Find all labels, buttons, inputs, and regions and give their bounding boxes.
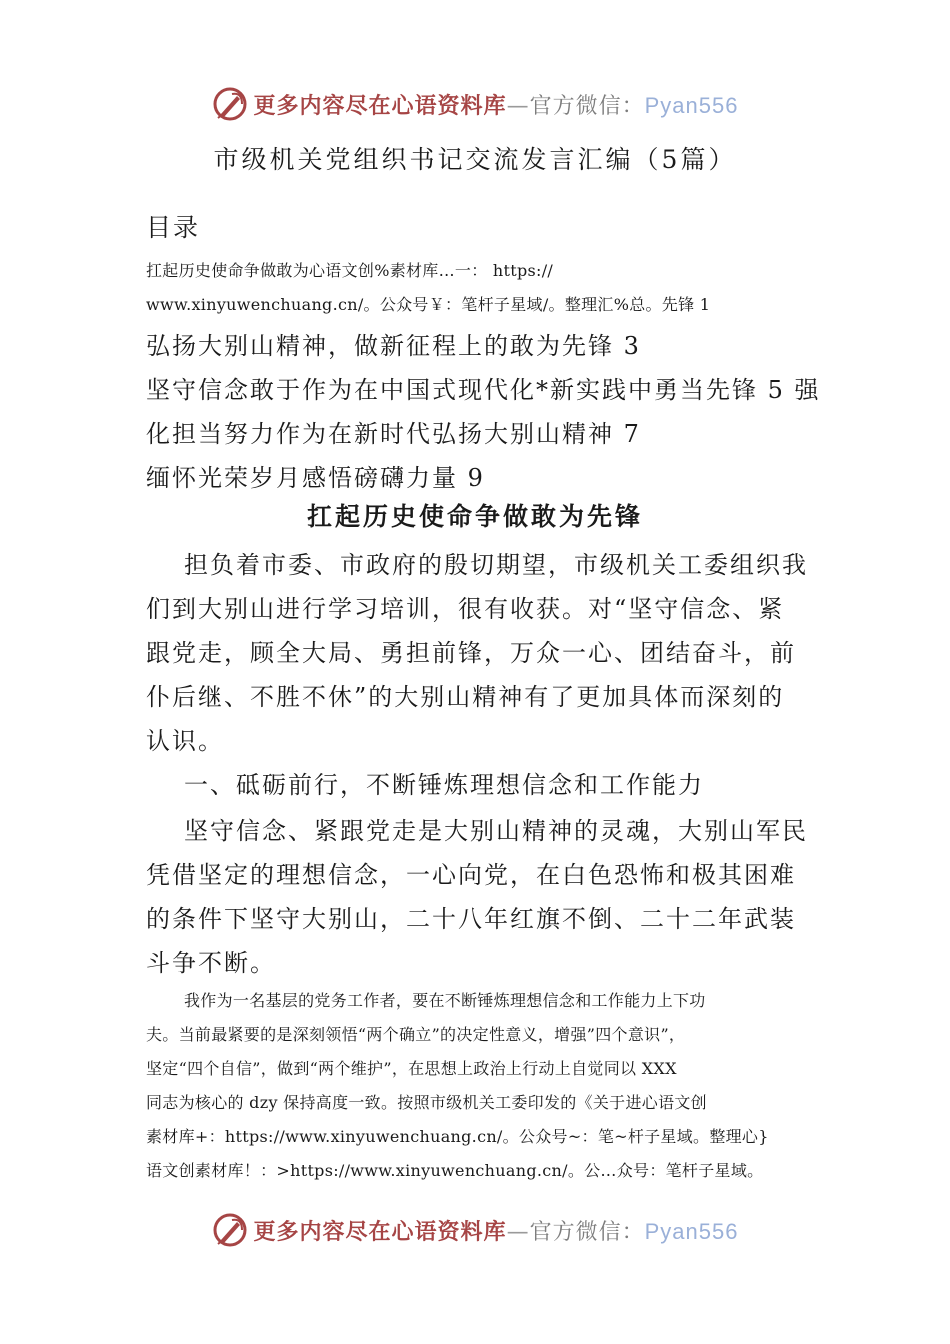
paragraph-line: 素材库+：https://www.xinyuwenchuang.cn/。公众号~：笔~杆子星域。整理心} (146, 1127, 769, 1146)
section-title: 扛起历史使命争做敢为先锋 (306, 502, 643, 531)
toc-line: 化担当努力作为在新时代弘扬大别山精神 7 (146, 420, 641, 448)
pen-logo-icon (212, 1212, 248, 1248)
paragraph-line: 的条件下坚守大别山，二十八年红旗不倒、二十二年武装 (146, 905, 796, 933)
paragraph-line: 夫。当前最紧要的是深刻领悟“两个确立”的决定性意义，增强”四个意识”， (146, 1025, 686, 1044)
toc-line: 弘扬大别山精神，做新征程上的敢为先锋 3 (146, 332, 641, 360)
paragraph-line: 担负着市委、市政府的殷切期望，市级机关工委组织我 (184, 551, 808, 579)
paragraph-line: 同志为核心的 dzy 保持高度一致。按照市级机关工委印发的《关于进心语文创 (146, 1093, 707, 1112)
toc-entry-1-line-1: 扛起历史使命争做敢为心语文创%素材库…一： https:// (146, 261, 554, 280)
toc-entry-1-line-2: www.xinyuwenchuang.cn/。公众号￥：笔杆子星域/。整理汇%总。先锋 1 (146, 295, 711, 314)
pen-logo-icon (212, 86, 248, 122)
toc-line: 缅怀光荣岁月感悟磅礴力量 9 (146, 464, 485, 492)
paragraph-line: 认识。 (146, 727, 224, 755)
document-title: 市级机关党组织书记交流发言汇编（5篇） (213, 145, 737, 174)
watermark-text: 更多内容尽在心语资料库—官方微信：Pyan556 (253, 1218, 739, 1245)
watermark-banner-bottom (0, 1208, 950, 1252)
paragraph-line: 跟党走，顾全大局、勇担前锋，万众一心、团结奋斗，前 (146, 639, 796, 667)
paragraph-line: 仆后继、不胜不休”的大别山精神有了更加具体而深刻的 (146, 683, 785, 711)
watermark-text: 更多内容尽在心语资料库—官方微信：Pyan556 (253, 92, 739, 119)
subheading: 一、砥砺前行，不断锤炼理想信念和工作能力 (184, 771, 704, 799)
toc-heading: 目录 (146, 213, 201, 242)
paragraph-line: 坚定“四个自信”，做到“两个维护”，在思想上政治上行动上自觉同以 XXX (146, 1059, 677, 1078)
paragraph-line: 凭借坚定的理想信念，一心向党，在白色恐怖和极其困难 (146, 861, 796, 889)
watermark-banner-top (0, 82, 950, 126)
paragraph-line: 语文创素材库！：>https://www.xinyuwenchuang.cn/。公…众号：笔杆子星域。 (146, 1161, 764, 1180)
paragraph-line: 斗争不断。 (146, 949, 276, 977)
paragraph-line: 们到大别山进行学习培训，很有收获。对“坚守信念、紧 (146, 595, 785, 623)
paragraph-line: 我作为一名基层的党务工作者，要在不断锤炼理想信念和工作能力上下功 (184, 991, 706, 1010)
paragraph-line: 坚守信念、紧跟党走是大别山精神的灵魂，大别山军民 (184, 817, 808, 845)
toc-line: 坚守信念敢于作为在中国式现代化*新实践中勇当先锋 5 强 (146, 376, 821, 404)
